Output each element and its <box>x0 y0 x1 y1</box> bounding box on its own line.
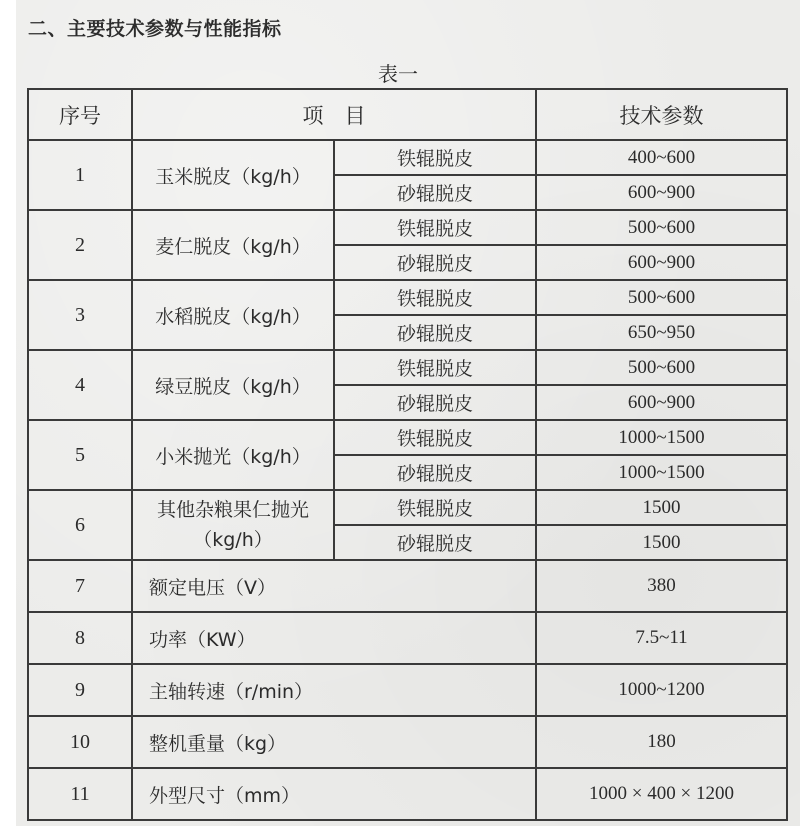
row-method: 砂辊脱皮 <box>334 385 536 420</box>
row-item: 额定电压（V） <box>132 560 536 612</box>
row-value: 1500 <box>536 525 787 560</box>
row-value: 500~600 <box>536 280 787 315</box>
row-method: 砂辊脱皮 <box>334 455 536 490</box>
technical-parameters-table <box>27 88 788 821</box>
row-method: 砂辊脱皮 <box>334 525 536 560</box>
row-method: 铁辊脱皮 <box>334 490 536 525</box>
row-index: 8 <box>28 612 132 664</box>
row-index: 4 <box>28 350 132 420</box>
table-row <box>28 560 787 612</box>
row-value: 1000 × 400 × 1200 <box>536 768 787 820</box>
header-param: 技术参数 <box>536 89 787 140</box>
row-index: 9 <box>28 664 132 716</box>
table-row <box>28 140 787 175</box>
row-item: 水稻脱皮（kg/h） <box>132 280 334 350</box>
row-index: 10 <box>28 716 132 768</box>
row-value: 500~600 <box>536 210 787 245</box>
row-item: 小米抛光（kg/h） <box>132 420 334 490</box>
row-value: 600~900 <box>536 245 787 280</box>
row-value: 600~900 <box>536 175 787 210</box>
row-index: 6 <box>28 490 132 560</box>
row-method: 铁辊脱皮 <box>334 420 536 455</box>
table-caption: 表一 <box>378 62 418 86</box>
table-row <box>28 420 787 455</box>
row-index: 3 <box>28 280 132 350</box>
row-method: 铁辊脱皮 <box>334 350 536 385</box>
row-value: 1000~1500 <box>536 420 787 455</box>
row-item-line1: 其他杂粮果仁抛光 <box>156 499 309 521</box>
table-row <box>28 768 787 820</box>
row-value: 650~950 <box>536 315 787 350</box>
header-index: 序号 <box>28 89 132 140</box>
row-method: 砂辊脱皮 <box>334 315 536 350</box>
row-index: 1 <box>28 140 132 210</box>
row-value: 400~600 <box>536 140 787 175</box>
table-row <box>28 280 787 315</box>
row-method: 砂辊脱皮 <box>334 245 536 280</box>
row-index: 5 <box>28 420 132 490</box>
table-row <box>28 716 787 768</box>
row-item: 整机重量（kg） <box>132 716 536 768</box>
row-index: 11 <box>28 768 132 820</box>
row-value: 1000~1200 <box>536 664 787 716</box>
row-item: 主轴转速（r/min） <box>132 664 536 716</box>
section-title: 二、主要技术参数与性能指标 <box>28 18 282 40</box>
table-row <box>28 490 787 525</box>
table-row <box>28 350 787 385</box>
row-method: 铁辊脱皮 <box>334 210 536 245</box>
row-index: 7 <box>28 560 132 612</box>
row-value: 500~600 <box>536 350 787 385</box>
row-value: 380 <box>536 560 787 612</box>
row-item: 玉米脱皮（kg/h） <box>132 140 334 210</box>
row-item: 绿豆脱皮（kg/h） <box>132 350 334 420</box>
row-index: 2 <box>28 210 132 280</box>
row-method: 砂辊脱皮 <box>334 175 536 210</box>
table-row <box>28 664 787 716</box>
row-item: 功率（KW） <box>132 612 536 664</box>
row-value: 1500 <box>536 490 787 525</box>
row-value: 180 <box>536 716 787 768</box>
row-value: 1000~1500 <box>536 455 787 490</box>
table-header-row <box>28 89 787 140</box>
row-item <box>132 490 334 560</box>
row-method: 铁辊脱皮 <box>334 140 536 175</box>
row-value: 7.5~11 <box>536 612 787 664</box>
header-item: 项 目 <box>132 89 536 140</box>
row-value: 600~900 <box>536 385 787 420</box>
row-item-line2: （kg/h） <box>193 529 273 551</box>
row-item: 外型尺寸（mm） <box>132 768 536 820</box>
row-item: 麦仁脱皮（kg/h） <box>132 210 334 280</box>
page-bottom-margin <box>0 826 800 840</box>
table-row <box>28 210 787 245</box>
row-method: 铁辊脱皮 <box>334 280 536 315</box>
table-row <box>28 612 787 664</box>
